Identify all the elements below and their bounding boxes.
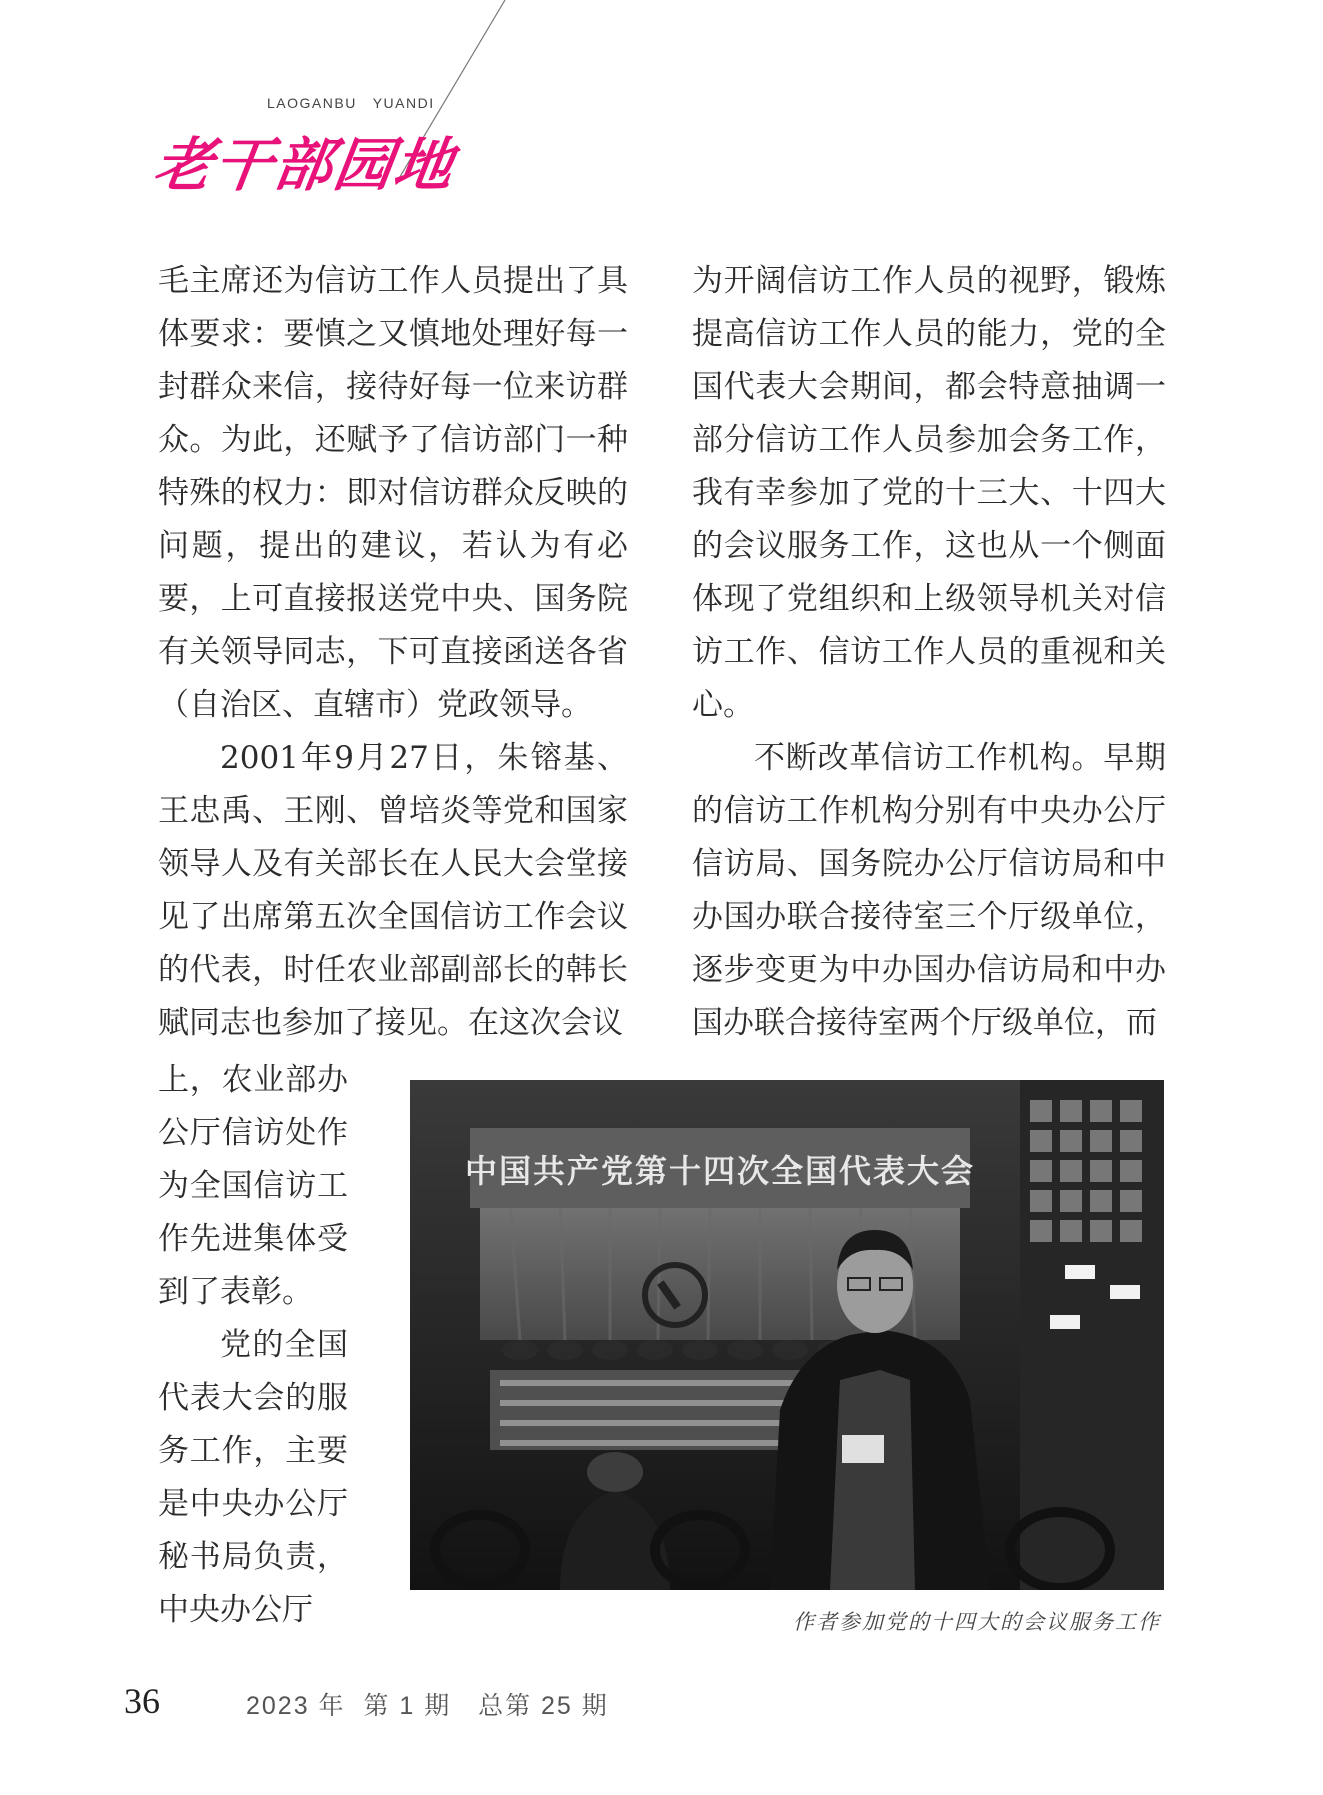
narrow-paragraph-continued: 上，农业部办公厅信访处作为全国信访工作先进集体受到了表彰。 <box>158 1062 348 1310</box>
issue-info: 2023 年 第 1 期 总第 25 期 <box>246 1692 609 1720</box>
right-paragraph-2: 不断改革信访工作机构。早期的信访工作机构分别有中央办公厅信访局、国务院办公厅信访局和中办国办联合接待室三个厅级单位，逐步变更为中办国办信访局和中办国办联合接待室两个厅级单位，而 <box>692 740 1166 1041</box>
right-paragraph-1: 为开阔信访工作人员的视野，锻炼提高信访工作人员的能力，党的全国代表大会期间，都会特意抽调一部分信访工作人员参加会务工作，我有幸参加了党的十三大、十四大的会议服务工作，这也从一个侧面体现了党组织和上级领导机关对信访工作、信访工作人员的重视和关心。 <box>692 263 1166 723</box>
left-column <box>158 255 628 1050</box>
left-paragraph-1: 毛主席还为信访工作人员提出了具体要求：要慎之又慎地处理好每一封群众来信，接待好每一位来访群众。为此，还赋予了信访部门一种特殊的权力：即对信访群众反映的问题，提出的建议，若认为有必要，上可直接报送党中央、国务院有关领导同志，下可直接函送各省（自治区、直辖市）党政领导。 <box>158 263 628 723</box>
magazine-pinyin-title: LAOGANBU YUANDI <box>267 95 435 111</box>
congress-photo <box>410 1080 1164 1590</box>
photo-caption: 作者参加党的十四大的会议服务工作 <box>793 1610 1161 1634</box>
left-paragraph-2: 2001年9月27日，朱镕基、王忠禹、王刚、曾培炎等党和国家领导人及有关部长在人民大会堂接见了出席第五次全国信访工作会议的代表，时任农业部副部长的韩长赋同志也参加了接见。在这次会议 <box>158 740 628 1041</box>
narrow-paragraph-3: 党的全国代表大会的服务工作，主要是中央办公厅秘书局负责，中央办公厅 <box>158 1327 348 1628</box>
photo-banner-text: 中国共产党第十四次全国代表大会 <box>464 1152 976 1190</box>
narrow-column <box>158 1054 348 1637</box>
magazine-title-logo: 老干部园地 <box>149 131 460 199</box>
page-number: 36 <box>124 1681 160 1721</box>
right-column <box>692 255 1166 1050</box>
